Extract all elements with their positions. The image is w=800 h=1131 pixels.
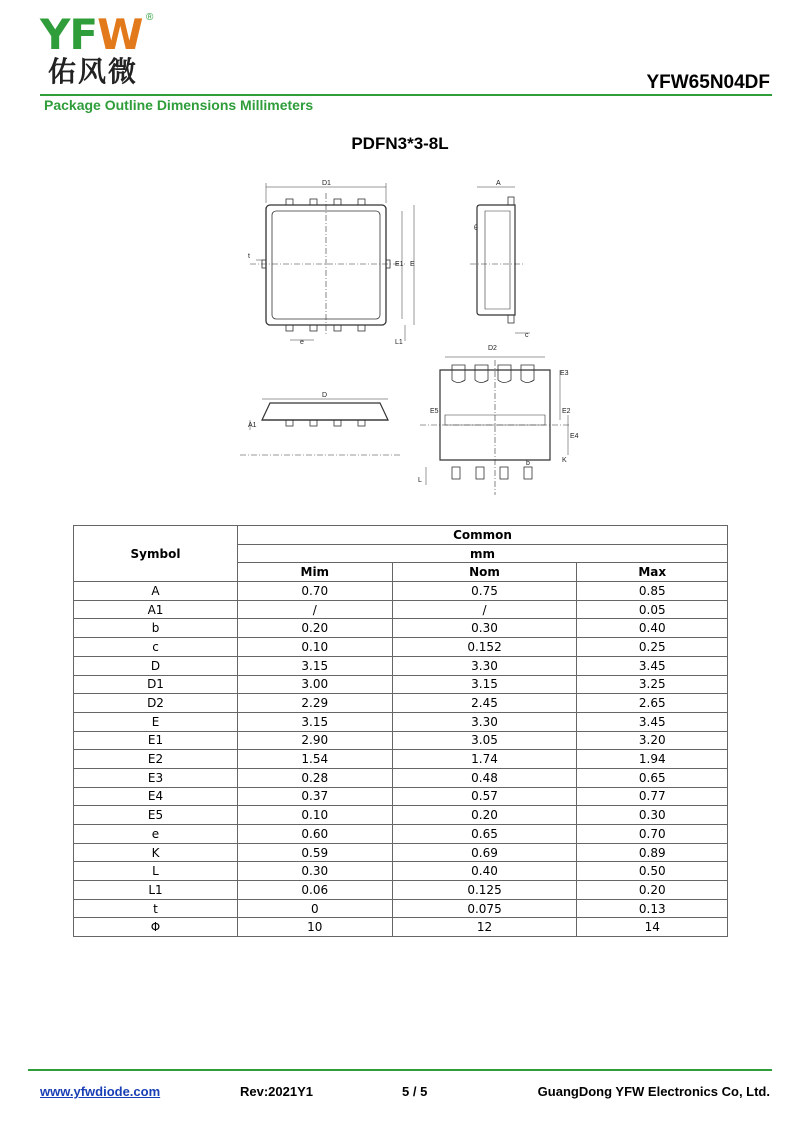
cell-nom: 3.30: [392, 712, 577, 731]
label-theta: θ: [474, 225, 478, 232]
company-logo: [40, 12, 170, 96]
cell-min: 0: [238, 899, 393, 918]
label-D: D: [322, 392, 328, 399]
cell-symbol: A1: [74, 600, 238, 619]
cell-max: 0.77: [577, 787, 728, 806]
label-t: t: [248, 253, 250, 260]
cell-max: 0.65: [577, 768, 728, 787]
col-header-nom: Nom: [392, 563, 577, 582]
cell-symbol: L: [74, 862, 238, 881]
website-link[interactable]: www.yfwdiode.com: [40, 1084, 161, 1099]
cell-min: 3.15: [238, 712, 393, 731]
table-row: [74, 600, 728, 619]
label-E5: E5: [430, 408, 439, 415]
cell-nom: 0.57: [392, 787, 577, 806]
label-E3: E3: [560, 370, 569, 377]
cell-symbol: E1: [74, 731, 238, 750]
label-A1: A1: [248, 422, 257, 429]
label-e: e: [300, 339, 304, 346]
cell-max: 0.20: [577, 881, 728, 900]
table-row: [74, 899, 728, 918]
table-row: [74, 694, 728, 713]
cell-max: 3.25: [577, 675, 728, 694]
bottom-view: [420, 357, 570, 495]
cell-max: 3.20: [577, 731, 728, 750]
cell-max: 2.65: [577, 694, 728, 713]
cell-min: 0.59: [238, 843, 393, 862]
table-row: [74, 787, 728, 806]
cell-max: 0.30: [577, 806, 728, 825]
table-row: [74, 843, 728, 862]
cell-symbol: E: [74, 712, 238, 731]
cell-max: 0.25: [577, 638, 728, 657]
cell-min: 0.20: [238, 619, 393, 638]
front-view: [240, 399, 400, 455]
cell-nom: 0.152: [392, 638, 577, 657]
cell-symbol: b: [74, 619, 238, 638]
cell-nom: 0.69: [392, 843, 577, 862]
cell-min: 0.70: [238, 582, 393, 601]
revision: Rev:2021Y1: [240, 1084, 313, 1099]
page-number: 5 / 5: [402, 1084, 428, 1099]
cell-max: 0.40: [577, 619, 728, 638]
table-row: [74, 619, 728, 638]
cell-min: 0.28: [238, 768, 393, 787]
label-A: A: [496, 180, 501, 187]
cell-max: 0.50: [577, 862, 728, 881]
cell-nom: 3.15: [392, 675, 577, 694]
cell-symbol: D2: [74, 694, 238, 713]
dimensions-table-body: [74, 582, 728, 937]
cell-max: 0.13: [577, 899, 728, 918]
table-row: [74, 582, 728, 601]
cell-nom: 3.05: [392, 731, 577, 750]
cell-symbol: D1: [74, 675, 238, 694]
label-D2: D2: [488, 345, 497, 352]
logo-chinese-name: 佑风微: [48, 55, 139, 88]
cell-nom: 0.75: [392, 582, 577, 601]
table-row: [74, 638, 728, 657]
cell-nom: 0.20: [392, 806, 577, 825]
label-E4: E4: [570, 433, 579, 440]
part-number: YFW65N04DF: [646, 72, 770, 93]
cell-max: 0.05: [577, 600, 728, 619]
cell-symbol: E5: [74, 806, 238, 825]
package-outline-drawing: [230, 175, 580, 505]
cell-min: 2.29: [238, 694, 393, 713]
cell-nom: 0.40: [392, 862, 577, 881]
registered-mark: ®: [146, 12, 154, 23]
cell-symbol: E2: [74, 750, 238, 769]
dimensions-table: [73, 525, 728, 937]
cell-min: 0.10: [238, 638, 393, 657]
cell-min: 0.60: [238, 825, 393, 844]
cell-symbol: L1: [74, 881, 238, 900]
footer-divider: [28, 1069, 772, 1071]
cell-max: 3.45: [577, 712, 728, 731]
table-row: [74, 918, 728, 937]
table-row: [74, 825, 728, 844]
cell-max: 0.85: [577, 582, 728, 601]
table-row: [74, 881, 728, 900]
table-row: [74, 862, 728, 881]
label-E1: E1: [395, 261, 404, 268]
label-E2: E2: [562, 408, 571, 415]
company-name: GuangDong YFW Electronics Co, Ltd.: [537, 1084, 770, 1099]
cell-min: 0.06: [238, 881, 393, 900]
label-L: L: [418, 477, 422, 484]
cell-symbol: E3: [74, 768, 238, 787]
cell-min: 10: [238, 918, 393, 937]
label-b: b: [526, 460, 530, 467]
cell-min: 3.15: [238, 656, 393, 675]
cell-max: 3.45: [577, 656, 728, 675]
unit-header: mm: [238, 544, 728, 563]
label-L1: L1: [395, 339, 403, 346]
table-row: [74, 675, 728, 694]
table-row: [74, 731, 728, 750]
table-row: [74, 806, 728, 825]
label-E: E: [410, 261, 415, 268]
cell-max: 0.89: [577, 843, 728, 862]
cell-nom: 0.125: [392, 881, 577, 900]
cell-symbol: e: [74, 825, 238, 844]
cell-symbol: D: [74, 656, 238, 675]
cell-nom: 12: [392, 918, 577, 937]
package-title: PDFN3*3-8L: [351, 134, 449, 153]
cell-max: 1.94: [577, 750, 728, 769]
cell-symbol: c: [74, 638, 238, 657]
cell-max: 0.70: [577, 825, 728, 844]
table-row: [74, 750, 728, 769]
cell-nom: /: [392, 600, 577, 619]
cell-symbol: K: [74, 843, 238, 862]
col-header-max: Max: [577, 563, 728, 582]
cell-symbol: A: [74, 582, 238, 601]
symbol-header: Symbol: [74, 526, 238, 582]
cell-max: 14: [577, 918, 728, 937]
label-K: K: [562, 457, 567, 464]
label-D1: D1: [322, 180, 331, 187]
cell-symbol: E4: [74, 787, 238, 806]
cell-min: 0.37: [238, 787, 393, 806]
cell-min: 1.54: [238, 750, 393, 769]
cell-nom: 0.075: [392, 899, 577, 918]
table-row: [74, 768, 728, 787]
group-header: Common: [238, 526, 728, 545]
table-row: [74, 712, 728, 731]
cell-nom: 0.48: [392, 768, 577, 787]
cell-nom: 2.45: [392, 694, 577, 713]
cell-nom: 1.74: [392, 750, 577, 769]
cell-min: 3.00: [238, 675, 393, 694]
side-view-right: [470, 187, 530, 333]
cell-min: 2.90: [238, 731, 393, 750]
page-subtitle: Package Outline Dimensions Millimeters: [44, 97, 314, 113]
top-view: [250, 183, 414, 341]
table-row: [74, 656, 728, 675]
cell-symbol: t: [74, 899, 238, 918]
label-c: c: [525, 332, 529, 339]
cell-nom: 0.30: [392, 619, 577, 638]
col-header-min: Mim: [238, 563, 393, 582]
cell-symbol: Φ: [74, 918, 238, 937]
header-divider: [40, 94, 772, 96]
cell-nom: 0.65: [392, 825, 577, 844]
cell-min: /: [238, 600, 393, 619]
cell-min: 0.30: [238, 862, 393, 881]
logo-brand: YFW: [40, 10, 143, 59]
cell-min: 0.10: [238, 806, 393, 825]
cell-nom: 3.30: [392, 656, 577, 675]
